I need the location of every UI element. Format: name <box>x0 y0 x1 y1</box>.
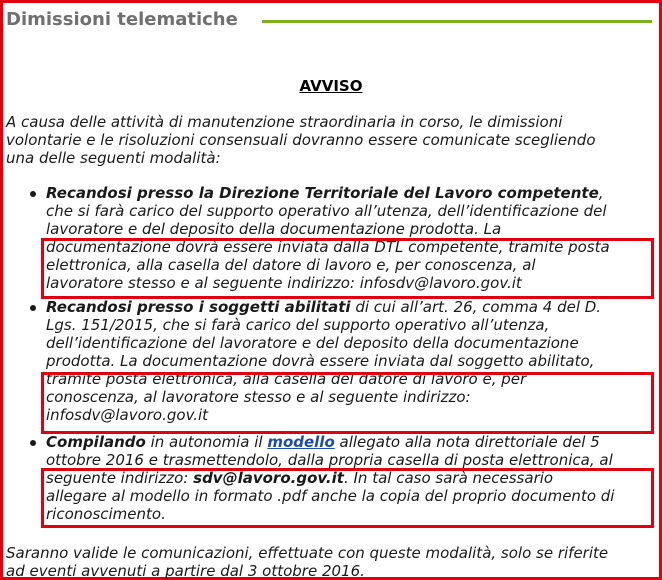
outro-line: Saranno valide le comunicazioni, effettuate con queste modalità, solo se riferite <box>6 544 609 562</box>
option-line: conoscenza, al lavoratore stesso e al seguente indirizzo: <box>46 388 471 406</box>
option-lead: Recandosi presso la Direzione Territoriale del Lavoro competente <box>46 184 599 202</box>
notice-intro <box>6 113 646 167</box>
option-line: allegare al modello in formato .pdf anche la copia del proprio documento di <box>46 487 615 505</box>
option-line: prodotta. La documentazione dovrà essere inviata dal soggetto abilitato, <box>46 352 595 370</box>
option-line: tramite posta elettronica, alla casella del datore di lavoro e, per <box>46 370 527 388</box>
option-lead: Recandosi presso i soggetti abilitati <box>46 298 351 316</box>
option-line: ottobre 2016 e trasmettendolo, dalla propria casella di posta elettronica, al <box>46 451 613 469</box>
section-title: Dimissioni telematiche <box>6 9 238 30</box>
option-lead-line <box>46 433 656 451</box>
outro-line: ad eventi avvenuti a partire dal 3 ottobre 2016. <box>6 562 365 580</box>
option-lead: Compilando <box>46 433 146 451</box>
intro-line: volontarie e le risoluzioni consensuali dovranno essere comunicate scegliendo <box>6 131 596 149</box>
option-lead-line <box>46 298 656 316</box>
option-soggetti-abilitati <box>46 298 656 424</box>
notice-title-text: AVVISO <box>299 77 363 95</box>
notice-outro <box>6 544 656 580</box>
option-text: . In tal caso sarà necessario <box>343 469 554 487</box>
option-dtl <box>46 184 656 292</box>
modello-link[interactable]: modello <box>267 433 335 451</box>
option-lead-tail: di cui all’art. 26, comma 4 del D. <box>350 298 602 316</box>
option-line: riconoscimento. <box>46 505 166 523</box>
option-compilando <box>46 433 656 523</box>
bullet-icon <box>30 191 36 197</box>
option-line: documentazione dovrà essere inviata dalla DTL competente, tramite posta <box>46 238 610 256</box>
option-line: dell’identificazione del lavoratore e del deposito della documentazione <box>46 334 579 352</box>
option-text: allegato alla nota direttoriale del 5 <box>334 433 600 451</box>
option-line: infosdv@lavoro.gov.it <box>46 406 209 424</box>
option-text: seguente indirizzo: <box>46 469 194 487</box>
bullet-icon <box>30 440 36 446</box>
intro-line: una delle seguenti modalità: <box>6 149 221 167</box>
section-title-rule <box>262 20 652 23</box>
notice-title <box>0 77 662 95</box>
option-line: Lgs. 151/2015, che si farà carico del supporto operativo all’utenza, <box>46 316 550 334</box>
option-line: elettronica, alla casella del datore di lavoro e, per conoscenza, al <box>46 256 536 274</box>
option-text: in autonomia il <box>145 433 268 451</box>
option-lead-tail: , <box>598 184 604 202</box>
intro-line: A causa delle attività di manutenzione straordinaria in corso, le dimissioni <box>6 113 563 131</box>
option-lead-line <box>46 184 656 202</box>
option-line <box>46 469 656 487</box>
option-line: che si farà carico del supporto operativo all’utenza, dell’identificazione del <box>46 202 607 220</box>
bullet-icon <box>30 305 36 311</box>
option-line: lavoratore stesso e al seguente indirizzo: infosdv@lavoro.gov.it <box>46 274 522 292</box>
option-line: lavoratore e del deposito della documentazione prodotta. La <box>46 220 502 238</box>
email-address: sdv@lavoro.gov.it <box>193 469 344 487</box>
